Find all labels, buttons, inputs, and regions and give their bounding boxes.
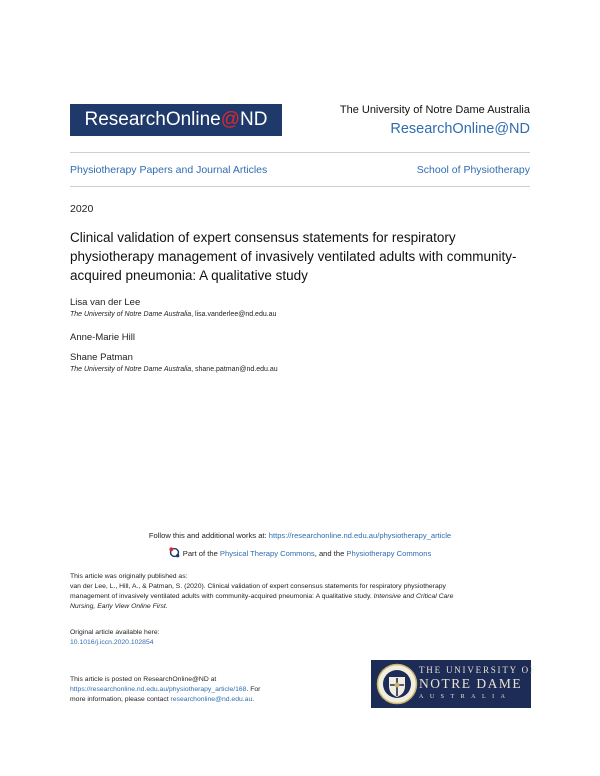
author-name: Shane Patman [70, 352, 133, 363]
contact-email-link[interactable]: researchonline@nd.edu.au [170, 696, 253, 703]
network-icon [169, 547, 180, 558]
physical-therapy-commons-link[interactable]: Physical Therapy Commons [219, 549, 315, 558]
author-affiliation [70, 311, 276, 318]
journal-name: Intensive and Critical Care [373, 593, 454, 600]
logo-text-end: ND [240, 109, 268, 130]
author-name: Lisa van der Lee [70, 297, 141, 308]
published-intro: This article was originally published as: [70, 573, 188, 580]
citation-text: management of invasively ventilated adults with community-acquired pneumonia: A qualitative study. [70, 593, 374, 600]
author-affiliation-institution: The University of Notre Dame Australia [70, 311, 192, 318]
physiotherapy-commons-link[interactable]: Physiotherapy Commons [346, 549, 432, 558]
author-affiliation [70, 366, 278, 373]
publication-year: 2020 [70, 203, 94, 215]
published-block [70, 572, 540, 612]
divider-top [70, 152, 530, 153]
posted-block [70, 675, 360, 705]
nd-logo-line-1: THE UNIVERSITY OF [419, 665, 537, 675]
article-url-link[interactable]: https://researchonline.nd.edu.au/physiotherapy_article/168 [70, 686, 247, 693]
part-of-middle: , and the [314, 549, 347, 558]
university-name: The University of Notre Dame Australia [339, 104, 530, 116]
author-email[interactable]: , shane.patman@nd.edu.au [191, 366, 278, 373]
contact-suffix: . [252, 696, 255, 703]
logo-text-at: @ [220, 109, 241, 130]
part-of-prefix: Part of the [182, 549, 220, 558]
researchonline-logo [70, 104, 282, 136]
part-of-line [0, 547, 600, 558]
divider-bottom [70, 186, 530, 187]
author-name: Anne-Marie Hill [70, 332, 135, 343]
original-article-block [70, 628, 160, 648]
doi-link[interactable]: 10.1016/j.iccn.2020.102854 [70, 639, 154, 646]
author-email[interactable]: , lisa.vanderlee@nd.edu.au [191, 311, 277, 318]
repository-name[interactable]: ResearchOnline@ND [390, 121, 530, 137]
original-label: Original article available here: [70, 629, 160, 636]
logo-text-main: ResearchOnline [84, 109, 221, 130]
author-affiliation-institution: The University of Notre Dame Australia [70, 366, 192, 373]
follow-line [0, 531, 600, 540]
posted-after-link: . For [246, 686, 261, 693]
article-title: Clinical validation of expert consensus statements for respiratory physiotherapy management of invasively ventilated adults with community-acquired pneumonia: A qualitative study [70, 230, 517, 283]
series-link[interactable]: Physiotherapy Papers and Journal Articles [70, 164, 268, 176]
follow-prefix: Follow this and additional works at: [148, 531, 269, 540]
citation-line-1: van der Lee, L., Hill, A., & Patman, S. (2020). Clinical validation of expert consensus statements for respiratory physiotherapy [70, 583, 446, 590]
follow-link[interactable]: https://researchonline.nd.edu.au/physiotherapy_article [268, 531, 452, 540]
citation-line-3 [70, 602, 540, 612]
school-link[interactable]: School of Physiotherapy [416, 164, 530, 176]
nd-logo-line-3: AUSTRALIA [419, 694, 512, 700]
citation-line-2 [70, 592, 540, 602]
nd-logo-line-2: NOTRE DAME [419, 676, 523, 691]
contact-prefix: more information, please contact [70, 696, 171, 703]
notre-dame-crest-icon [376, 663, 418, 705]
journal-name-cont: Nursing, Early View Online First. [70, 603, 168, 610]
posted-line-1: This article is posted on ResearchOnline@ND at [70, 676, 217, 683]
